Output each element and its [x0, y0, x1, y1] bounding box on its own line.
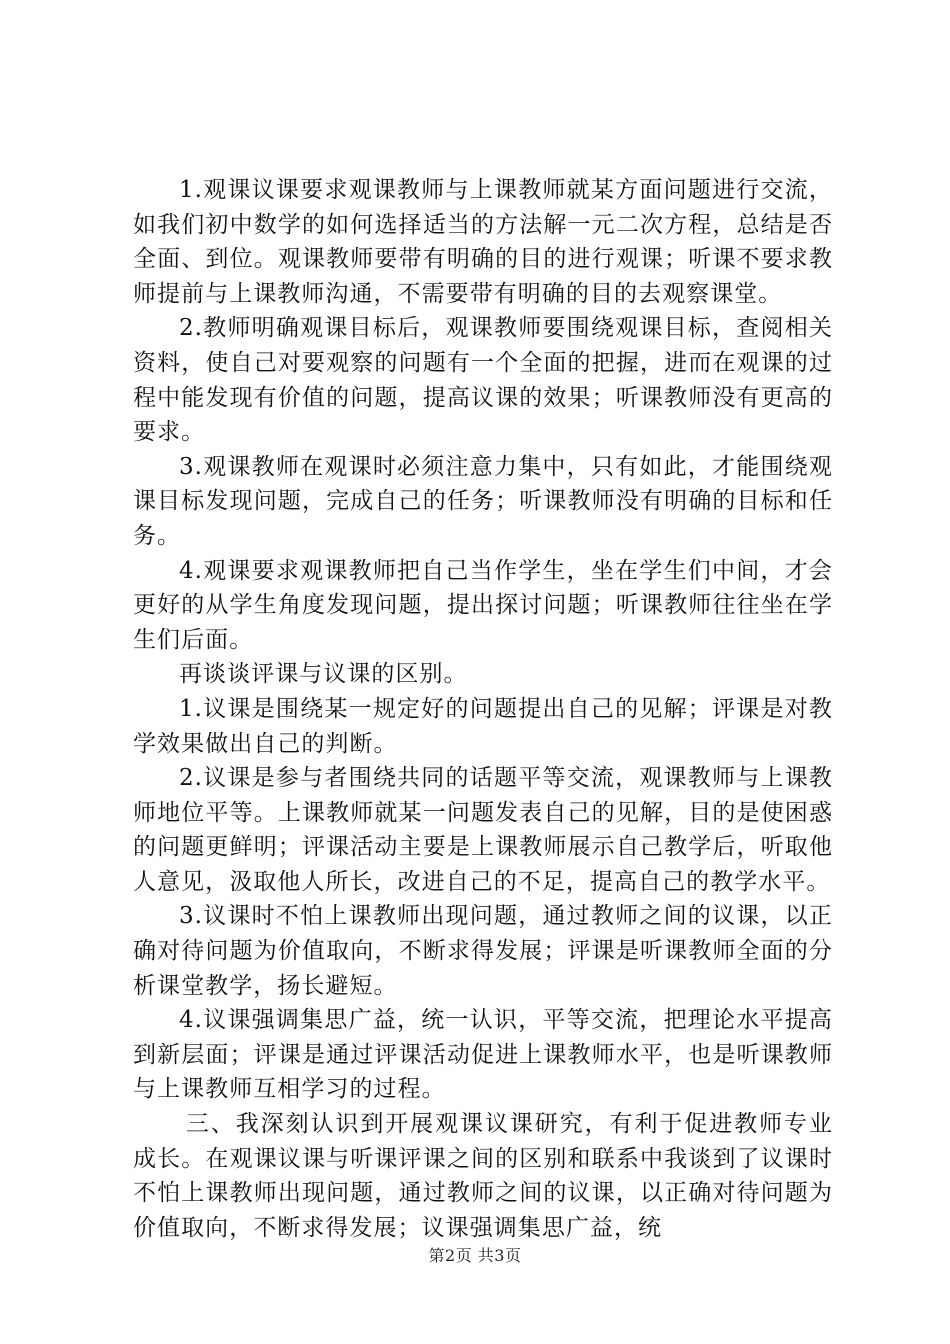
paragraph-6: 1.议课是围绕某一规定好的问题提出自己的见解；评课是对教学效果做出自己的判断。 [133, 695, 833, 757]
paragraph-2: 2.教师明确观课目标后，观课教师要围绕观课目标，查阅相关资料，使自己对要观察的问题有一个全面的把握，进而在观课的过程中能发现有价值的问题，提高议课的效果；听课教师没有更高的要求。 [133, 315, 833, 446]
paragraph-4: 4.观课要求观课教师把自己当作学生，坐在学生们中间，才会更好的从学生角度发现问题，提出探讨问题；听课教师往往坐在学生们后面。 [133, 557, 833, 653]
paragraph-3: 3.观课教师在观课时必须注意力集中，只有如此，才能围绕观课目标发现问题，完成自己的任务；听课教师没有明确的目标和任务。 [133, 453, 833, 549]
paragraph-9: 4.议课强调集思广益，统一认识，平等交流，把理论水平提高到新层面；评课是通过评课活动促进上课教师水平，也是听课教师与上课教师互相学习的过程。 [133, 1007, 833, 1103]
paragraph-7: 2.议课是参与者围绕共同的话题平等交流，观课教师与上课教师地位平等。上课教师就某一问题发表自己的见解，目的是使困惑的问题更鲜明；评课活动主要是上课教师展示自己教学后，听取他人意见，汲取他人所长，改进自己的不足，提高自己的教学水平。 [133, 765, 833, 895]
page-number-footer: 第2页 共3页 [428, 1246, 522, 1265]
paragraph-1: 1.观课议课要求观课教师与上课教师就某方面问题进行交流，如我们初中数学的如何选择适当的方法解一元二次方程，总结是否全面、到位。观课教师要带有明确的目的进行观课；听课不要求教师提前与上课教师沟通，不需要带有明确的目的去观察课堂。 [133, 177, 833, 307]
paragraph-10: 三、我深刻认识到开展观课议课研究，有利于促进教师专业成长。在观课议课与听课评课之间的区别和联系中我谈到了议课时不怕上课教师出现问题，通过教师之间的议课，以正确对待问题为价值取向，不断求得发展；议课强调集思广益，统 [133, 1111, 833, 1241]
paragraph-5: 再谈谈评课与议课的区别。 [179, 661, 468, 688]
paragraph-8: 3.议课时不怕上课教师出现问题，通过教师之间的议课，以正确对待问题为价值取向，不断求得发展；评课是听课教师全面的分析课堂教学，扬长避短。 [133, 903, 833, 999]
document-body [133, 173, 833, 1245]
